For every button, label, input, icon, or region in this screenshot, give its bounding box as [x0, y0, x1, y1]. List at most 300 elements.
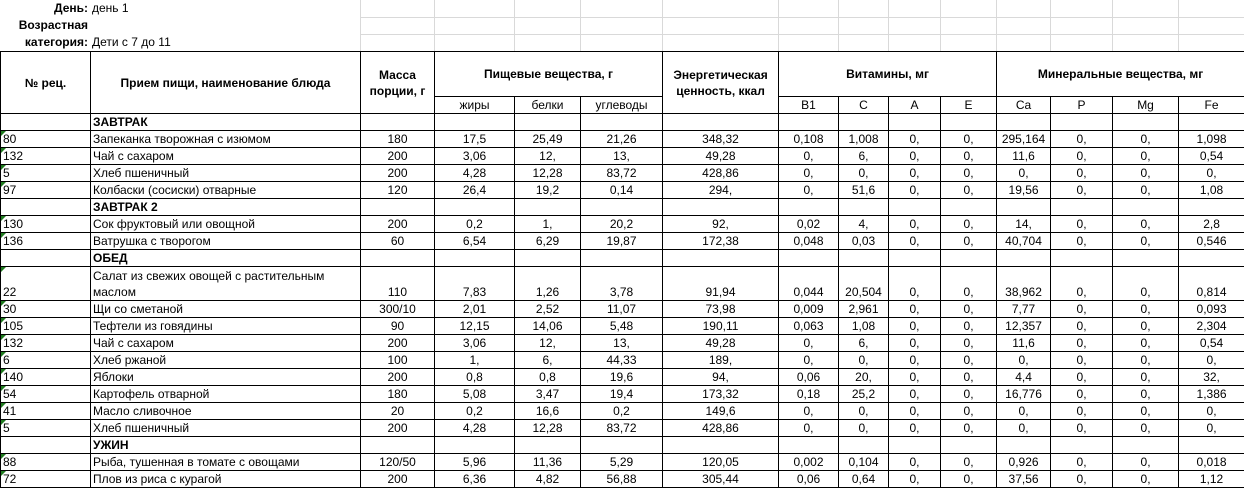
cell[interactable] — [663, 437, 779, 454]
min-p-cell[interactable]: 0, — [1051, 233, 1113, 250]
min-p-cell[interactable]: 0, — [1051, 301, 1113, 318]
energy-cell[interactable]: 94, — [663, 369, 779, 386]
cell[interactable] — [941, 199, 997, 216]
min-p-cell[interactable]: 0, — [1051, 420, 1113, 437]
cell[interactable] — [515, 114, 581, 131]
cell[interactable] — [1051, 114, 1113, 131]
min-fe-cell[interactable]: 32, — [1179, 369, 1244, 386]
fat-cell[interactable]: 26,4 — [435, 182, 515, 199]
cell[interactable] — [581, 437, 663, 454]
vit-b1-cell[interactable]: 0, — [779, 148, 839, 165]
min-fe-cell[interactable]: 1,12 — [1179, 471, 1244, 488]
recipe-number-cell[interactable]: 105 — [1, 318, 91, 335]
vit-a-cell[interactable]: 0, — [889, 352, 941, 369]
vit-a-cell[interactable]: 0, — [889, 454, 941, 471]
vit-e-cell[interactable]: 0, — [941, 386, 997, 403]
vit-e-cell[interactable]: 0, — [941, 131, 997, 148]
carbs-cell[interactable]: 11,07 — [581, 301, 663, 318]
min-mg-cell[interactable]: 0, — [1113, 216, 1179, 233]
fat-cell[interactable]: 5,96 — [435, 454, 515, 471]
cell[interactable] — [889, 114, 941, 131]
dish-name-cell[interactable]: Рыба, тушенная в томате с овощами — [91, 454, 361, 471]
cell[interactable] — [839, 199, 889, 216]
fat-cell[interactable]: 17,5 — [435, 131, 515, 148]
min-p-cell[interactable]: 0, — [1051, 403, 1113, 420]
mass-cell[interactable]: 300/10 — [361, 301, 435, 318]
vit-c-cell[interactable]: 51,6 — [839, 182, 889, 199]
cell[interactable] — [889, 437, 941, 454]
vit-b1-cell[interactable]: 0, — [779, 165, 839, 182]
vit-e-cell[interactable]: 0, — [941, 369, 997, 386]
energy-cell[interactable]: 49,28 — [663, 148, 779, 165]
energy-cell[interactable]: 294, — [663, 182, 779, 199]
energy-cell[interactable]: 428,86 — [663, 420, 779, 437]
dish-name-cell[interactable]: Колбаски (сосиски) отварные — [91, 182, 361, 199]
recipe-number-cell[interactable]: 130 — [1, 216, 91, 233]
cell[interactable] — [1051, 250, 1113, 267]
min-mg-cell[interactable]: 0, — [1113, 301, 1179, 318]
cell[interactable] — [889, 250, 941, 267]
energy-cell[interactable]: 173,32 — [663, 386, 779, 403]
cell[interactable] — [889, 199, 941, 216]
min-mg-cell[interactable]: 0, — [1113, 165, 1179, 182]
vit-c-cell[interactable]: 1,008 — [839, 131, 889, 148]
carbs-cell[interactable]: 13, — [581, 148, 663, 165]
vit-c-cell[interactable]: 20,504 — [839, 267, 889, 301]
vit-b1-cell[interactable]: 0,06 — [779, 369, 839, 386]
vit-c-cell[interactable]: 0, — [839, 403, 889, 420]
dish-name-cell[interactable]: Сок фруктовый или овощной — [91, 216, 361, 233]
min-ca-cell[interactable]: 0, — [997, 403, 1051, 420]
vit-b1-cell[interactable]: 0,108 — [779, 131, 839, 148]
min-fe-cell[interactable]: 1,098 — [1179, 131, 1244, 148]
mass-cell[interactable]: 100 — [361, 352, 435, 369]
cell[interactable] — [581, 250, 663, 267]
vit-e-cell[interactable]: 0, — [941, 301, 997, 318]
vit-b1-cell[interactable]: 0,044 — [779, 267, 839, 301]
dish-name-cell[interactable]: Ватрушка с творогом — [91, 233, 361, 250]
vit-a-cell[interactable]: 0, — [889, 233, 941, 250]
vit-e-cell[interactable]: 0, — [941, 352, 997, 369]
mass-cell[interactable]: 200 — [361, 165, 435, 182]
energy-cell[interactable]: 120,05 — [663, 454, 779, 471]
vit-c-cell[interactable]: 25,2 — [839, 386, 889, 403]
cell[interactable] — [1, 250, 91, 267]
mass-cell[interactable]: 60 — [361, 233, 435, 250]
cell[interactable] — [997, 114, 1051, 131]
protein-cell[interactable]: 12, — [515, 335, 581, 352]
min-mg-cell[interactable]: 0, — [1113, 454, 1179, 471]
mass-cell[interactable]: 180 — [361, 131, 435, 148]
protein-cell[interactable]: 12,28 — [515, 420, 581, 437]
cell[interactable] — [435, 250, 515, 267]
cell[interactable] — [581, 114, 663, 131]
vit-b1-cell[interactable]: 0,18 — [779, 386, 839, 403]
dish-name-cell[interactable]: Чай с сахаром — [91, 148, 361, 165]
carbs-cell[interactable]: 21,26 — [581, 131, 663, 148]
min-p-cell[interactable]: 0, — [1051, 352, 1113, 369]
min-p-cell[interactable]: 0, — [1051, 165, 1113, 182]
carbs-cell[interactable]: 13, — [581, 335, 663, 352]
min-fe-cell[interactable]: 1,386 — [1179, 386, 1244, 403]
cell[interactable] — [941, 114, 997, 131]
vit-c-cell[interactable]: 20, — [839, 369, 889, 386]
min-p-cell[interactable]: 0, — [1051, 386, 1113, 403]
cell[interactable] — [515, 199, 581, 216]
vit-b1-cell[interactable]: 0,002 — [779, 454, 839, 471]
carbs-cell[interactable]: 19,87 — [581, 233, 663, 250]
vit-e-cell[interactable]: 0, — [941, 420, 997, 437]
fat-cell[interactable]: 3,06 — [435, 148, 515, 165]
min-ca-cell[interactable]: 16,776 — [997, 386, 1051, 403]
min-fe-cell[interactable]: 2,8 — [1179, 216, 1244, 233]
min-fe-cell[interactable]: 0, — [1179, 403, 1244, 420]
min-fe-cell[interactable]: 0, — [1179, 165, 1244, 182]
energy-cell[interactable]: 172,38 — [663, 233, 779, 250]
vit-c-cell[interactable]: 0,104 — [839, 454, 889, 471]
vit-e-cell[interactable]: 0, — [941, 318, 997, 335]
cell[interactable] — [663, 250, 779, 267]
min-ca-cell[interactable]: 0,926 — [997, 454, 1051, 471]
vit-c-cell[interactable]: 0,03 — [839, 233, 889, 250]
vit-a-cell[interactable]: 0, — [889, 369, 941, 386]
carbs-cell[interactable]: 56,88 — [581, 471, 663, 488]
vit-a-cell[interactable]: 0, — [889, 420, 941, 437]
min-mg-cell[interactable]: 0, — [1113, 233, 1179, 250]
cell[interactable] — [997, 437, 1051, 454]
fat-cell[interactable]: 7,83 — [435, 267, 515, 301]
vit-b1-cell[interactable]: 0,048 — [779, 233, 839, 250]
vit-c-cell[interactable]: 6, — [839, 148, 889, 165]
fat-cell[interactable]: 6,36 — [435, 471, 515, 488]
min-fe-cell[interactable]: 0,093 — [1179, 301, 1244, 318]
fat-cell[interactable]: 1, — [435, 352, 515, 369]
min-p-cell[interactable]: 0, — [1051, 131, 1113, 148]
min-ca-cell[interactable]: 0, — [997, 420, 1051, 437]
vit-b1-cell[interactable]: 0, — [779, 182, 839, 199]
protein-cell[interactable]: 25,49 — [515, 131, 581, 148]
energy-cell[interactable]: 190,11 — [663, 318, 779, 335]
vit-e-cell[interactable]: 0, — [941, 403, 997, 420]
vit-a-cell[interactable]: 0, — [889, 267, 941, 301]
carbs-cell[interactable]: 83,72 — [581, 165, 663, 182]
min-ca-cell[interactable]: 38,962 — [997, 267, 1051, 301]
recipe-number-cell[interactable]: 54 — [1, 386, 91, 403]
min-ca-cell[interactable]: 14, — [997, 216, 1051, 233]
cell[interactable] — [779, 437, 839, 454]
carbs-cell[interactable]: 19,6 — [581, 369, 663, 386]
mass-cell[interactable]: 180 — [361, 386, 435, 403]
cell[interactable] — [581, 199, 663, 216]
vit-a-cell[interactable]: 0, — [889, 335, 941, 352]
min-ca-cell[interactable]: 11,6 — [997, 148, 1051, 165]
carbs-cell[interactable]: 3,78 — [581, 267, 663, 301]
day-value[interactable]: день 1 — [92, 1, 129, 15]
carbs-cell[interactable]: 44,33 — [581, 352, 663, 369]
min-mg-cell[interactable]: 0, — [1113, 386, 1179, 403]
energy-cell[interactable]: 73,98 — [663, 301, 779, 318]
min-fe-cell[interactable]: 0,54 — [1179, 148, 1244, 165]
vit-a-cell[interactable]: 0, — [889, 216, 941, 233]
energy-cell[interactable]: 428,86 — [663, 165, 779, 182]
vit-c-cell[interactable]: 1,08 — [839, 318, 889, 335]
vit-e-cell[interactable]: 0, — [941, 454, 997, 471]
min-p-cell[interactable]: 0, — [1051, 335, 1113, 352]
section-label[interactable]: ЗАВТРАК 2 — [91, 199, 361, 216]
recipe-number-cell[interactable]: 5 — [1, 165, 91, 182]
cell[interactable] — [1, 437, 91, 454]
min-ca-cell[interactable]: 0, — [997, 165, 1051, 182]
vit-c-cell[interactable]: 0, — [839, 352, 889, 369]
min-ca-cell[interactable]: 11,6 — [997, 335, 1051, 352]
fat-cell[interactable]: 0,2 — [435, 403, 515, 420]
vit-e-cell[interactable]: 0, — [941, 216, 997, 233]
cell[interactable] — [997, 199, 1051, 216]
carbs-cell[interactable]: 20,2 — [581, 216, 663, 233]
cell[interactable] — [941, 437, 997, 454]
mass-cell[interactable]: 200 — [361, 148, 435, 165]
min-ca-cell[interactable]: 40,704 — [997, 233, 1051, 250]
cell[interactable] — [779, 250, 839, 267]
cell[interactable] — [361, 250, 435, 267]
cell[interactable] — [435, 199, 515, 216]
cell[interactable] — [1, 199, 91, 216]
carbs-cell[interactable]: 5,29 — [581, 454, 663, 471]
min-fe-cell[interactable]: 0, — [1179, 352, 1244, 369]
min-fe-cell[interactable]: 0,018 — [1179, 454, 1244, 471]
recipe-number-cell[interactable]: 30 — [1, 301, 91, 318]
vit-a-cell[interactable]: 0, — [889, 471, 941, 488]
min-fe-cell[interactable]: 2,304 — [1179, 318, 1244, 335]
section-label[interactable]: ОБЕД — [91, 250, 361, 267]
energy-cell[interactable]: 348,32 — [663, 131, 779, 148]
vit-a-cell[interactable]: 0, — [889, 182, 941, 199]
protein-cell[interactable]: 11,36 — [515, 454, 581, 471]
vit-e-cell[interactable]: 0, — [941, 182, 997, 199]
vit-a-cell[interactable]: 0, — [889, 318, 941, 335]
fat-cell[interactable]: 5,08 — [435, 386, 515, 403]
cell[interactable] — [839, 437, 889, 454]
protein-cell[interactable]: 12, — [515, 148, 581, 165]
fat-cell[interactable]: 4,28 — [435, 420, 515, 437]
vit-b1-cell[interactable]: 0, — [779, 403, 839, 420]
protein-cell[interactable]: 4,82 — [515, 471, 581, 488]
vit-c-cell[interactable]: 0,64 — [839, 471, 889, 488]
cell[interactable] — [1179, 250, 1244, 267]
energy-cell[interactable]: 189, — [663, 352, 779, 369]
min-p-cell[interactable]: 0, — [1051, 182, 1113, 199]
protein-cell[interactable]: 16,6 — [515, 403, 581, 420]
recipe-number-cell[interactable]: 88 — [1, 454, 91, 471]
protein-cell[interactable]: 0,8 — [515, 369, 581, 386]
cell[interactable] — [1113, 250, 1179, 267]
energy-cell[interactable]: 149,6 — [663, 403, 779, 420]
dish-name-cell[interactable]: Чай с сахаром — [91, 335, 361, 352]
min-ca-cell[interactable]: 0, — [997, 352, 1051, 369]
dish-name-cell[interactable]: Хлеб пшеничный — [91, 420, 361, 437]
mass-cell[interactable]: 20 — [361, 403, 435, 420]
dish-name-cell[interactable]: Хлеб пшеничный — [91, 165, 361, 182]
cell[interactable] — [515, 250, 581, 267]
recipe-number-cell[interactable]: 41 — [1, 403, 91, 420]
cell[interactable] — [435, 114, 515, 131]
recipe-number-cell[interactable]: 136 — [1, 233, 91, 250]
recipe-number-cell[interactable]: 97 — [1, 182, 91, 199]
cell[interactable] — [1051, 437, 1113, 454]
min-p-cell[interactable]: 0, — [1051, 369, 1113, 386]
vit-e-cell[interactable]: 0, — [941, 267, 997, 301]
carbs-cell[interactable]: 0,2 — [581, 403, 663, 420]
min-mg-cell[interactable]: 0, — [1113, 471, 1179, 488]
cell[interactable] — [1179, 199, 1244, 216]
mass-cell[interactable]: 90 — [361, 318, 435, 335]
min-mg-cell[interactable]: 0, — [1113, 182, 1179, 199]
recipe-number-cell[interactable]: 140 — [1, 369, 91, 386]
mass-cell[interactable]: 200 — [361, 471, 435, 488]
mass-cell[interactable]: 200 — [361, 216, 435, 233]
cell[interactable] — [1113, 437, 1179, 454]
vit-a-cell[interactable]: 0, — [889, 148, 941, 165]
min-fe-cell[interactable]: 0,814 — [1179, 267, 1244, 301]
min-fe-cell[interactable]: 0,54 — [1179, 335, 1244, 352]
vit-b1-cell[interactable]: 0, — [779, 352, 839, 369]
min-mg-cell[interactable]: 0, — [1113, 318, 1179, 335]
protein-cell[interactable]: 2,52 — [515, 301, 581, 318]
dish-name-cell[interactable]: Тефтели из говядины — [91, 318, 361, 335]
cell[interactable] — [839, 114, 889, 131]
vit-a-cell[interactable]: 0, — [889, 131, 941, 148]
vit-a-cell[interactable]: 0, — [889, 165, 941, 182]
cell[interactable] — [515, 437, 581, 454]
min-fe-cell[interactable]: 1,08 — [1179, 182, 1244, 199]
min-p-cell[interactable]: 0, — [1051, 471, 1113, 488]
vit-a-cell[interactable]: 0, — [889, 403, 941, 420]
protein-cell[interactable]: 14,06 — [515, 318, 581, 335]
vit-c-cell[interactable]: 2,961 — [839, 301, 889, 318]
min-ca-cell[interactable]: 12,357 — [997, 318, 1051, 335]
min-p-cell[interactable]: 0, — [1051, 148, 1113, 165]
fat-cell[interactable]: 4,28 — [435, 165, 515, 182]
vit-e-cell[interactable]: 0, — [941, 148, 997, 165]
recipe-number-cell[interactable]: 80 — [1, 131, 91, 148]
age-value[interactable]: Дети с 7 до 11 — [92, 35, 171, 49]
dish-name-cell[interactable]: Щи со сметаной — [91, 301, 361, 318]
min-ca-cell[interactable]: 7,77 — [997, 301, 1051, 318]
min-mg-cell[interactable]: 0, — [1113, 131, 1179, 148]
mass-cell[interactable]: 200 — [361, 335, 435, 352]
carbs-cell[interactable]: 5,48 — [581, 318, 663, 335]
mass-cell[interactable]: 120 — [361, 182, 435, 199]
cell[interactable] — [779, 114, 839, 131]
mass-cell[interactable]: 110 — [361, 267, 435, 301]
recipe-number-cell[interactable]: 132 — [1, 148, 91, 165]
vit-c-cell[interactable]: 4, — [839, 216, 889, 233]
vit-b1-cell[interactable]: 0, — [779, 420, 839, 437]
dish-name-cell[interactable]: Картофель отварной — [91, 386, 361, 403]
recipe-number-cell[interactable]: 22 — [1, 267, 91, 301]
vit-b1-cell[interactable]: 0,06 — [779, 471, 839, 488]
dish-name-cell[interactable]: Салат из свежих овощей с растительным маслом — [91, 267, 361, 301]
min-mg-cell[interactable]: 0, — [1113, 148, 1179, 165]
fat-cell[interactable]: 3,06 — [435, 335, 515, 352]
vit-e-cell[interactable]: 0, — [941, 233, 997, 250]
protein-cell[interactable]: 6, — [515, 352, 581, 369]
section-label[interactable]: ЗАВТРАК — [91, 114, 361, 131]
vit-b1-cell[interactable]: 0,009 — [779, 301, 839, 318]
vit-b1-cell[interactable]: 0,063 — [779, 318, 839, 335]
recipe-number-cell[interactable]: 72 — [1, 471, 91, 488]
vit-c-cell[interactable]: 6, — [839, 335, 889, 352]
min-ca-cell[interactable]: 19,56 — [997, 182, 1051, 199]
dish-name-cell[interactable]: Масло сливочное — [91, 403, 361, 420]
cell[interactable] — [997, 250, 1051, 267]
energy-cell[interactable]: 92, — [663, 216, 779, 233]
fat-cell[interactable]: 0,2 — [435, 216, 515, 233]
cell[interactable] — [361, 437, 435, 454]
energy-cell[interactable]: 49,28 — [663, 335, 779, 352]
carbs-cell[interactable]: 83,72 — [581, 420, 663, 437]
cell[interactable] — [941, 250, 997, 267]
cell[interactable] — [663, 199, 779, 216]
cell[interactable] — [361, 114, 435, 131]
min-mg-cell[interactable]: 0, — [1113, 403, 1179, 420]
min-p-cell[interactable]: 0, — [1051, 318, 1113, 335]
protein-cell[interactable]: 1,26 — [515, 267, 581, 301]
cell[interactable] — [1051, 199, 1113, 216]
fat-cell[interactable]: 2,01 — [435, 301, 515, 318]
vit-b1-cell[interactable]: 0,02 — [779, 216, 839, 233]
min-mg-cell[interactable]: 0, — [1113, 352, 1179, 369]
min-p-cell[interactable]: 0, — [1051, 216, 1113, 233]
protein-cell[interactable]: 6,29 — [515, 233, 581, 250]
carbs-cell[interactable]: 19,4 — [581, 386, 663, 403]
min-mg-cell[interactable]: 0, — [1113, 369, 1179, 386]
protein-cell[interactable]: 3,47 — [515, 386, 581, 403]
dish-name-cell[interactable]: Запеканка творожная с изюмом — [91, 131, 361, 148]
vit-c-cell[interactable]: 0, — [839, 165, 889, 182]
min-ca-cell[interactable]: 4,4 — [997, 369, 1051, 386]
section-label[interactable]: УЖИН — [91, 437, 361, 454]
vit-a-cell[interactable]: 0, — [889, 301, 941, 318]
recipe-number-cell[interactable]: 132 — [1, 335, 91, 352]
cell[interactable] — [435, 437, 515, 454]
min-mg-cell[interactable]: 0, — [1113, 420, 1179, 437]
mass-cell[interactable]: 200 — [361, 369, 435, 386]
cell[interactable] — [1179, 437, 1244, 454]
fat-cell[interactable]: 6,54 — [435, 233, 515, 250]
protein-cell[interactable]: 19,2 — [515, 182, 581, 199]
energy-cell[interactable]: 305,44 — [663, 471, 779, 488]
cell[interactable] — [1113, 199, 1179, 216]
min-ca-cell[interactable]: 37,56 — [997, 471, 1051, 488]
cell[interactable] — [779, 199, 839, 216]
min-fe-cell[interactable]: 0,546 — [1179, 233, 1244, 250]
min-p-cell[interactable]: 0, — [1051, 454, 1113, 471]
fat-cell[interactable]: 12,15 — [435, 318, 515, 335]
min-fe-cell[interactable]: 0, — [1179, 420, 1244, 437]
cell[interactable] — [839, 250, 889, 267]
vit-a-cell[interactable]: 0, — [889, 386, 941, 403]
min-p-cell[interactable]: 0, — [1051, 267, 1113, 301]
min-mg-cell[interactable]: 0, — [1113, 335, 1179, 352]
dish-name-cell[interactable]: Хлеб ржаной — [91, 352, 361, 369]
dish-name-cell[interactable]: Плов из риса с курагой — [91, 471, 361, 488]
vit-e-cell[interactable]: 0, — [941, 335, 997, 352]
recipe-number-cell[interactable]: 5 — [1, 420, 91, 437]
vit-e-cell[interactable]: 0, — [941, 165, 997, 182]
vit-c-cell[interactable]: 0, — [839, 420, 889, 437]
protein-cell[interactable]: 12,28 — [515, 165, 581, 182]
